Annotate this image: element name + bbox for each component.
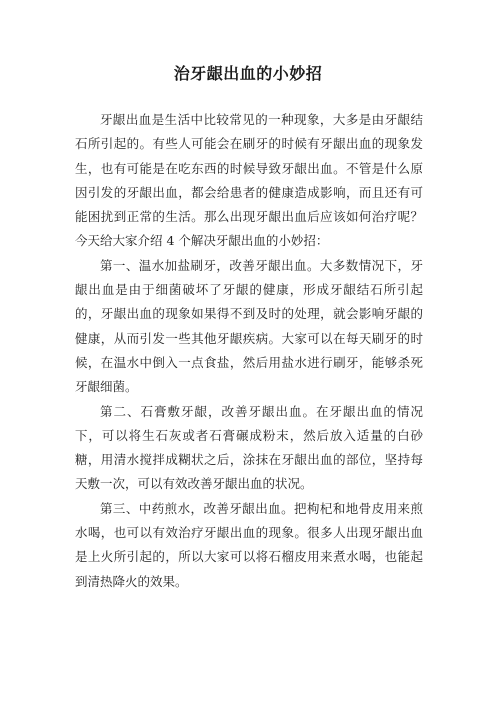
document-title: 治牙龈出血的小妙招 bbox=[173, 64, 323, 83]
paragraph-tip-1: 第一、温水加盐刷牙，改善牙龈出血。大多数情况下，牙龈出血是由于细菌破坏了牙龈的健康，形成牙龈结石所引起的，牙龈出血的现象如果得不到及时的处理，就会影响牙龈的健康，从而引发一些其他牙龈疾病。大家可以在每天刷牙的时候，在温水中倒入一点食盐，然后用盐水进行刷牙，能够杀死牙龈细菌。 bbox=[75, 257, 423, 395]
document-body bbox=[75, 108, 423, 594]
paragraph-intro: 牙龈出血是生活中比较常见的一种现象，大多是由牙龈结石所引起的。有些人可能会在刷牙的时候有牙龈出血的现象发生，也有可能是在吃东西的时候导致牙龈出血。不管是什么原因引发的牙龈出血，都会给患者的健康造成影响，而且还有可能困扰到正常的生活。那么出现牙龈出血后应该如何治疗呢？今天给大家介绍 4 个解决牙龈出血的小妙招： bbox=[75, 112, 423, 249]
paragraph-tip-2: 第二、石膏敷牙龈，改善牙龈出血。在牙龈出血的情况下，可以将生石灰或者石膏碾成粉末，然后放入适量的白砂糖，用清水搅拌成糊状之后，涂抹在牙龈出血的部位，坚持每天敷一次，可以有效改善牙龈出血的状况。 bbox=[75, 403, 423, 492]
paragraph-tip-3: 第三、中药煎水，改善牙龈出血。把枸杞和地骨皮用来煎水喝，也可以有效治疗牙龈出血的现象。很多人出现牙龈出血是上火所引起的，所以大家可以将石榴皮用来煮水喝，也能起到清热降火的效果。 bbox=[75, 500, 423, 589]
